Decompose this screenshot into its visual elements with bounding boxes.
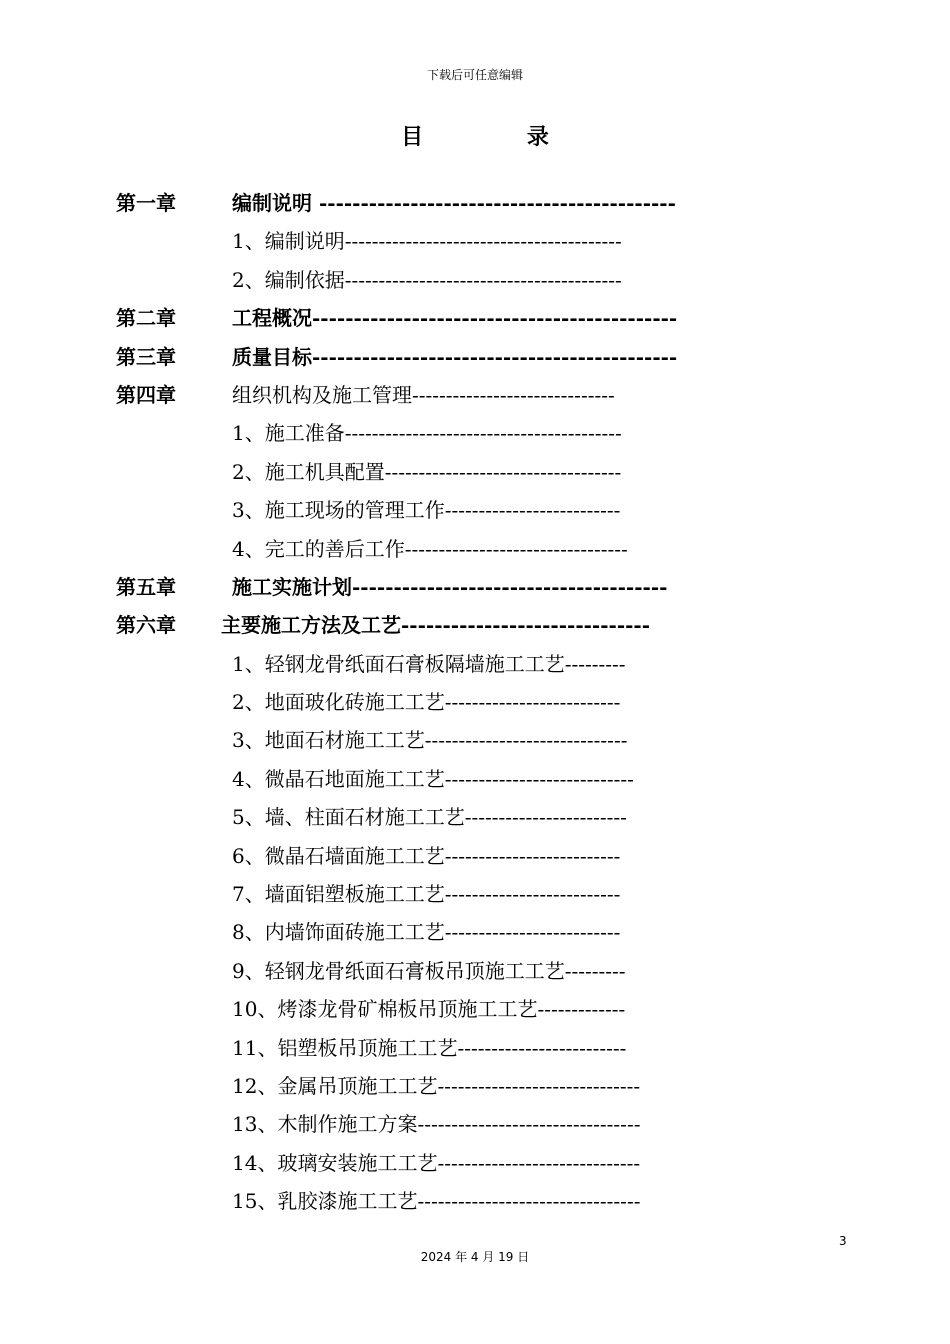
toc-entry-title: 主要施工方法及工艺------------------------------ [221, 613, 651, 638]
toc-entry [0, 530, 950, 568]
toc-chapter-number: 第六章 [116, 613, 176, 638]
toc-chapter-number: 第一章 [116, 191, 176, 215]
toc-entry-title: 3、施工现场的管理工作-------------------------- [232, 498, 621, 523]
toc-entry [0, 721, 950, 759]
toc-entry [0, 414, 950, 452]
page-number: 3 [839, 1234, 847, 1248]
toc-entry [0, 875, 950, 913]
toc-entry [0, 952, 950, 990]
toc-entry [0, 645, 950, 683]
toc-entry-title: 2、施工机具配置----------------------------------- [232, 459, 622, 484]
toc-entry-title: 4、微晶石地面施工工艺---------------------------- [232, 766, 634, 791]
toc-entry-title: 质量目标-------------------------------------------- [232, 344, 678, 369]
toc-entry [0, 1067, 950, 1105]
toc-entry [0, 990, 950, 1028]
toc-entry [0, 299, 950, 337]
toc-entry-title: 9、轻钢龙骨纸面石膏板吊顶施工工艺--------- [232, 958, 626, 983]
footer-date: 2024 年 4 月 19 日 [420, 1250, 530, 1264]
toc-entry-title: 4、完工的善后工作--------------------------------- [232, 536, 628, 561]
toc-entry [0, 568, 950, 606]
toc-entry [0, 1144, 950, 1182]
toc-entry [0, 222, 950, 260]
toc-entry-title: 14、玻璃安装施工工艺------------------------------ [232, 1150, 641, 1175]
toc-chapter-number: 第三章 [116, 344, 176, 369]
toc-entry-title: 1、编制说明----------------------------------------- [232, 229, 622, 254]
toc-entry-title: 8、内墙饰面砖施工工艺-------------------------- [232, 920, 621, 945]
toc-entry [0, 376, 950, 414]
toc-entry-title: 编制说明 ------------------------------------------- [232, 191, 676, 215]
toc-entry [0, 261, 950, 299]
toc-entry [0, 798, 950, 836]
toc-entry-title: 1、轻钢龙骨纸面石膏板隔墙施工工艺--------- [232, 651, 626, 676]
table-of-contents [0, 184, 950, 1221]
header-note: 下载后可任意编辑 [426, 68, 523, 82]
toc-entry [0, 184, 950, 222]
toc-entry [0, 1182, 950, 1220]
toc-entry-title: 13、木制作施工方案--------------------------------- [232, 1112, 641, 1137]
toc-entry-title: 2、编制依据----------------------------------------- [232, 267, 622, 292]
toc-entry-title: 施工实施计划-------------------------------------- [232, 574, 668, 599]
toc-entry [0, 338, 950, 376]
toc-title: 目 录 [401, 124, 597, 150]
toc-entry-title: 组织机构及施工管理------------------------------ [232, 382, 615, 407]
toc-chapter-number: 第四章 [116, 382, 176, 407]
toc-entry [0, 453, 950, 491]
toc-entry [0, 837, 950, 875]
toc-entry-title: 6、微晶石墙面施工工艺-------------------------- [232, 843, 621, 868]
toc-entry-title: 2、地面玻化砖施工工艺-------------------------- [232, 690, 621, 715]
toc-entry-title: 3、地面石材施工工艺------------------------------ [232, 728, 628, 753]
toc-entry [0, 1105, 950, 1143]
toc-entry-title: 工程概况-------------------------------------------- [232, 306, 678, 331]
toc-entry [0, 913, 950, 951]
toc-entry-title: 12、金属吊顶施工工艺------------------------------ [232, 1073, 641, 1098]
toc-entry-title: 10、烤漆龙骨矿棉板吊顶施工工艺------------- [232, 997, 626, 1022]
toc-entry [0, 1029, 950, 1067]
toc-entry-title: 7、墙面铝塑板施工工艺-------------------------- [232, 882, 621, 907]
toc-chapter-number: 第二章 [116, 306, 176, 331]
toc-entry [0, 606, 950, 644]
toc-entry [0, 760, 950, 798]
toc-entry-title: 1、施工准备----------------------------------------- [232, 421, 622, 446]
toc-entry [0, 683, 950, 721]
toc-chapter-number: 第五章 [116, 574, 176, 599]
toc-entry-title: 15、乳胶漆施工工艺--------------------------------- [232, 1189, 641, 1214]
toc-entry [0, 491, 950, 529]
toc-entry-title: 11、铝塑板吊顶施工工艺------------------------- [232, 1035, 627, 1060]
toc-entry-title: 5、墙、柱面石材施工工艺------------------------ [232, 805, 627, 830]
